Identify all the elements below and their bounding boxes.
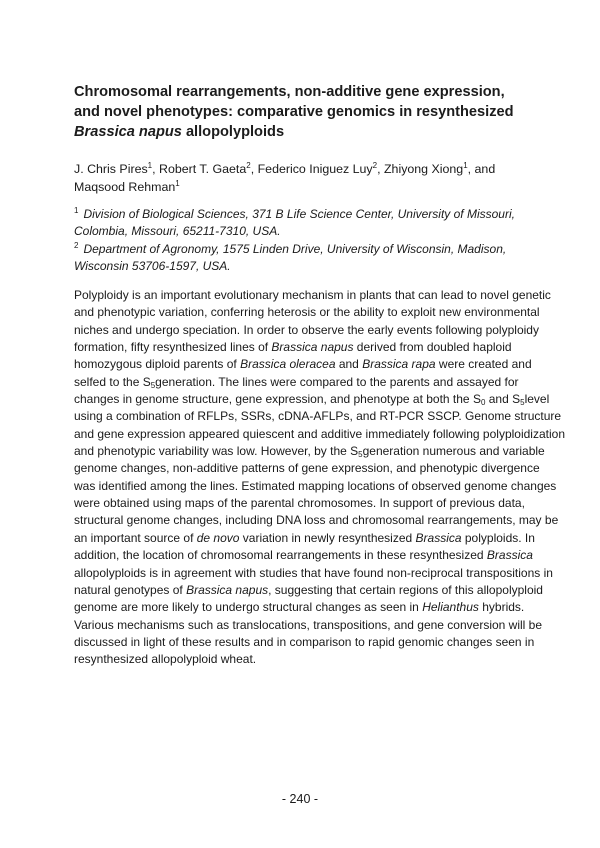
affiliation-mark: 2 bbox=[372, 161, 378, 170]
title-text: Chromosomal rearrangements, non-additive gene expression, and novel phenotypes: comparative genomics in resynthesized bbox=[74, 84, 514, 120]
abstract-line: selfed to the $S_5generation$. The lines were compared to the parents and assayed for bbox=[74, 374, 519, 390]
abstract-line: structural genome changes, including DNA loss and chromosomal rearrangements, may be bbox=[74, 513, 559, 528]
page-number: - 240 - bbox=[281, 792, 319, 806]
affiliation-2 bbox=[74, 241, 544, 275]
abstract-line: homozygous diploid parents of Brassica oleracea and Brassica rapa were created and bbox=[74, 357, 532, 372]
author-name: , Robert T. Gaeta bbox=[152, 162, 247, 176]
abstract-line: and phenotypic variation, conferring heterosis or the ability to exploit new environmental bbox=[74, 305, 540, 320]
affiliation-1 bbox=[74, 206, 544, 240]
affiliation-text: Department of Agronomy, 1575 Linden Drive, University of Wisconsin, Madison, Wisconsin 53706-1597, USA. bbox=[74, 242, 507, 273]
abstract-line: was identified among the lines. Estimated mapping locations of observed genome changes bbox=[74, 478, 557, 493]
abstract-line: formation, fifty resynthesized lines of Brassica napus derived from doubled haploid bbox=[74, 340, 512, 355]
paper-title bbox=[74, 82, 534, 142]
author-name: J. Chris Pires bbox=[74, 162, 148, 176]
abstract-line: and phenotypic variability was low. However, by the $S_5generation$ numerous and variable bbox=[74, 444, 545, 460]
affiliation-mark: 1 bbox=[175, 179, 180, 188]
abstract-line: natural genotypes of Brassica napus, suggesting that certain regions of this allopolyploid bbox=[74, 582, 543, 597]
abstract-line: Polyploidy is an important evolutionary mechanism in plants that can lead to novel genetic bbox=[74, 288, 551, 302]
author-name: , and Maqsood Rehman bbox=[74, 162, 496, 194]
abstract-line: an important source of de novo variation in newly resynthesized Brassica polyploids. In bbox=[74, 530, 535, 545]
abstract-line: discussed in light of these results and in comparison to rapid genomic changes seen in bbox=[74, 634, 535, 649]
abstract-line: allopolyploids is in agreement with studies that have found non-reciprocal transpositions in bbox=[74, 565, 553, 580]
abstract-line: resynthesized allopolyploid wheat. bbox=[74, 652, 257, 667]
abstract-line: genome are more likely to undergo structural changes as seen in Helianthus hybrids. bbox=[74, 600, 525, 615]
affiliation-mark: 2 bbox=[246, 161, 251, 170]
abstract-line: and gene expression appeared quiescent and additive immediately following polyploidization bbox=[74, 426, 565, 441]
abstract-line: addition, the location of chromosomal rearrangements in these resynthesized Brassica bbox=[74, 548, 533, 563]
affiliation-mark: 1 bbox=[463, 161, 468, 170]
affiliation-mark: 1 bbox=[147, 161, 153, 170]
abstract-line: niches and undergo speciation. In order to observe the early events following polyploidy bbox=[74, 322, 539, 337]
abstract-line: using a combination of RFLPs, SSRs, cDNA-AFLPs, and RT-PCR SSCP. Genome structure bbox=[74, 409, 562, 424]
author-list bbox=[74, 160, 544, 196]
title-species: Brassica napus bbox=[74, 124, 182, 140]
affiliation-text: Division of Biological Sciences, 371 B Life Science Center, University of Missouri, Colombia, Missouri, 65211-7310, USA. bbox=[74, 207, 515, 238]
abstract-body bbox=[74, 287, 565, 669]
title-text-end: allopolyploids bbox=[181, 124, 285, 140]
abstract-line: were obtained using maps of the parental chromosomes. In support of previous data, bbox=[74, 496, 525, 511]
abstract-line: changes in genome structure, gene expression, and phenotype at both the $S_0$ and $S_5level$ bbox=[74, 392, 550, 408]
author-name: , Federico Iniguez Luy bbox=[250, 162, 373, 176]
author-name: , Zhiyong Xiong bbox=[377, 162, 464, 176]
affiliation-number: 1 bbox=[74, 206, 79, 215]
abstract-line: genome changes, non-additive patterns of gene expression, and phenotypic divergence bbox=[74, 461, 540, 476]
abstract-line: Various mechanisms such as translocations, transpositions, and gene conversion will be bbox=[74, 617, 543, 632]
affiliation-number: 2 bbox=[74, 241, 79, 250]
